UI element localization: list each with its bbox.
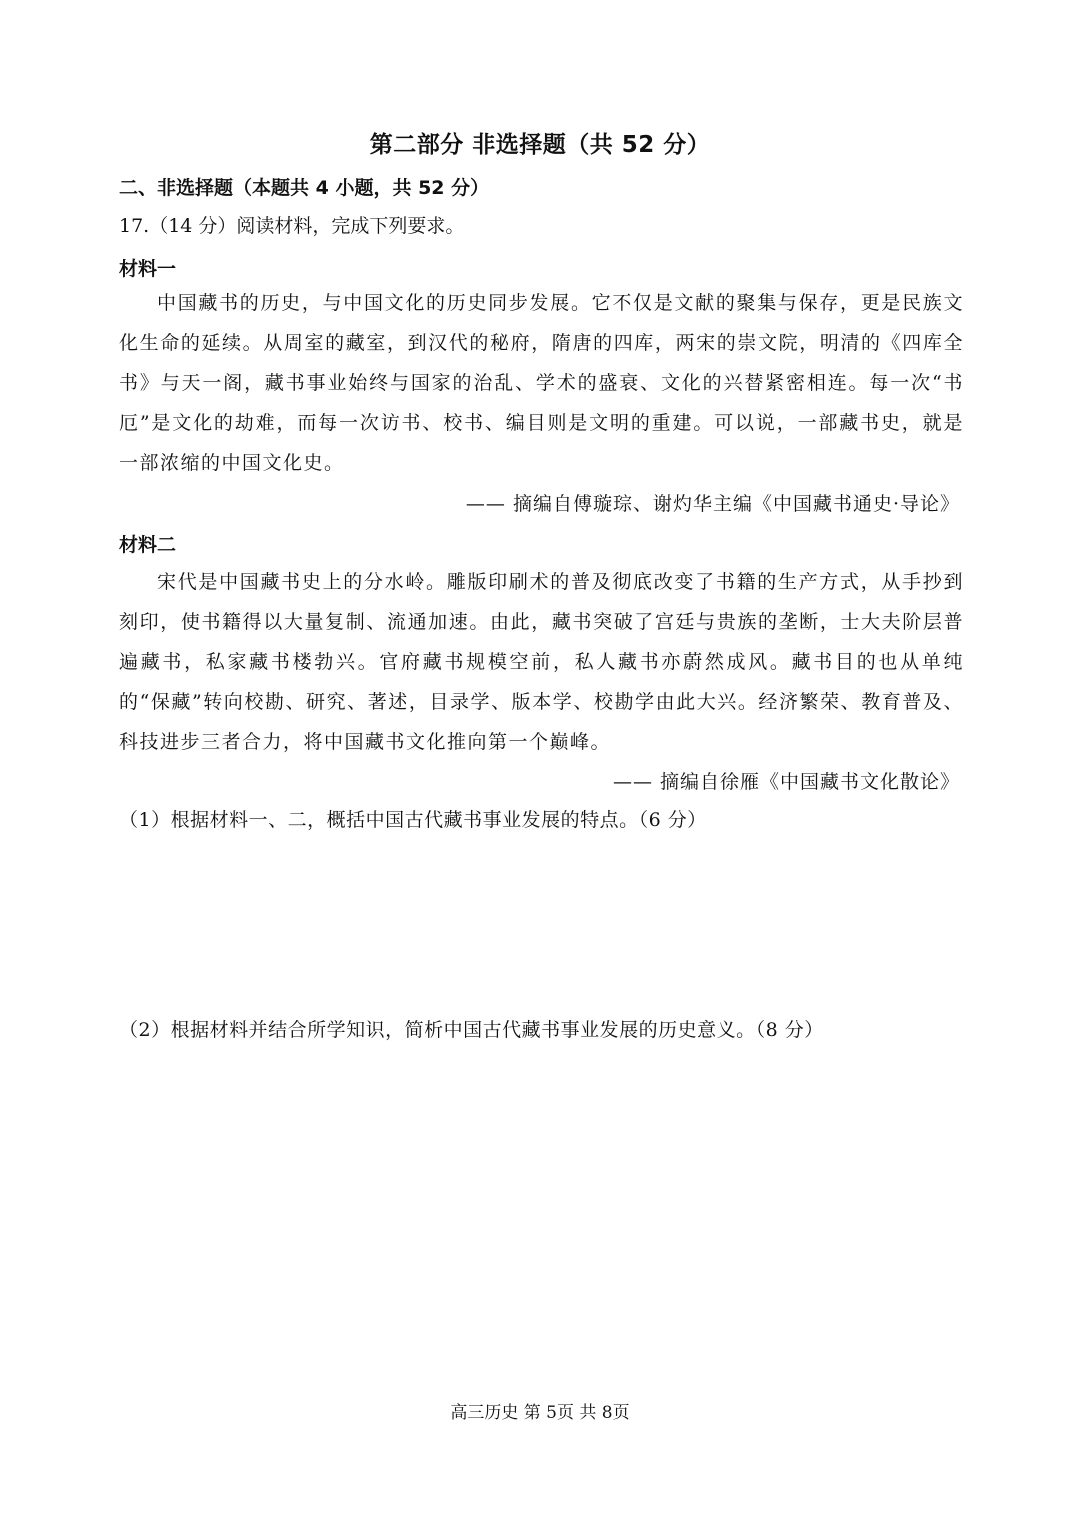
part-title: 第二部分 非选择题（共 52 分） bbox=[369, 132, 711, 158]
material-1-source: —— 摘编自傅璇琮、谢灼华主编《中国藏书通史·导论》 bbox=[465, 493, 960, 515]
material-1-label: 材料一 bbox=[119, 258, 177, 280]
section-heading: 二、非选择题（本题共 4 小题，共 52 分） bbox=[119, 177, 490, 199]
material-1-text: 中国藏书的历史，与中国文化的历史同步发展。它不仅是文献的聚集与保存，更是民族文化生命的延续。从周室的藏室，到汉代的秘府，隋唐的四库，两宋的崇文院，明清的《四库全书》与天一阁，藏书事业始终与国家的治乱、学术的盛衰、文化的兴替紧密相连。每一次“书厄”是文化的劫难，而每一次访书、校书、编目则是文明的重建。可以说，一部藏书史，就是一部浓缩的中国文化史。 bbox=[119, 292, 964, 474]
sub-question-2: （2）根据材料并结合所学知识，简析中国古代藏书事业发展的历史意义。（8 分） bbox=[119, 1019, 824, 1041]
material-2-label: 材料二 bbox=[119, 534, 177, 556]
sub-question-1: （1）根据材料一、二，概括中国古代藏书事业发展的特点。（6 分） bbox=[119, 809, 707, 831]
page-footer: 高三历史 第 5页 共 8页 bbox=[450, 1403, 630, 1423]
question-17-prompt: 17.（14 分）阅读材料，完成下列要求。 bbox=[119, 215, 465, 237]
material-2-source: —— 摘编自徐雁《中国藏书文化散论》 bbox=[612, 771, 960, 793]
material-2-text: 宋代是中国藏书史上的分水岭。雕版印刷术的普及彻底改变了书籍的生产方式，从手抄到刻印，使书籍得以大量复制、流通加速。由此，藏书突破了宫廷与贵族的垄断，士大夫阶层普遍藏书，私家藏书楼勃兴。官府藏书规模空前，私人藏书亦蔚然成风。藏书目的也从单纯的“保藏”转向校勘、研究、著述，目录学、版本学、校勘学由此大兴。经济繁荣、教育普及、科技进步三者合力，将中国藏书文化推向第一个巅峰。 bbox=[119, 571, 964, 753]
